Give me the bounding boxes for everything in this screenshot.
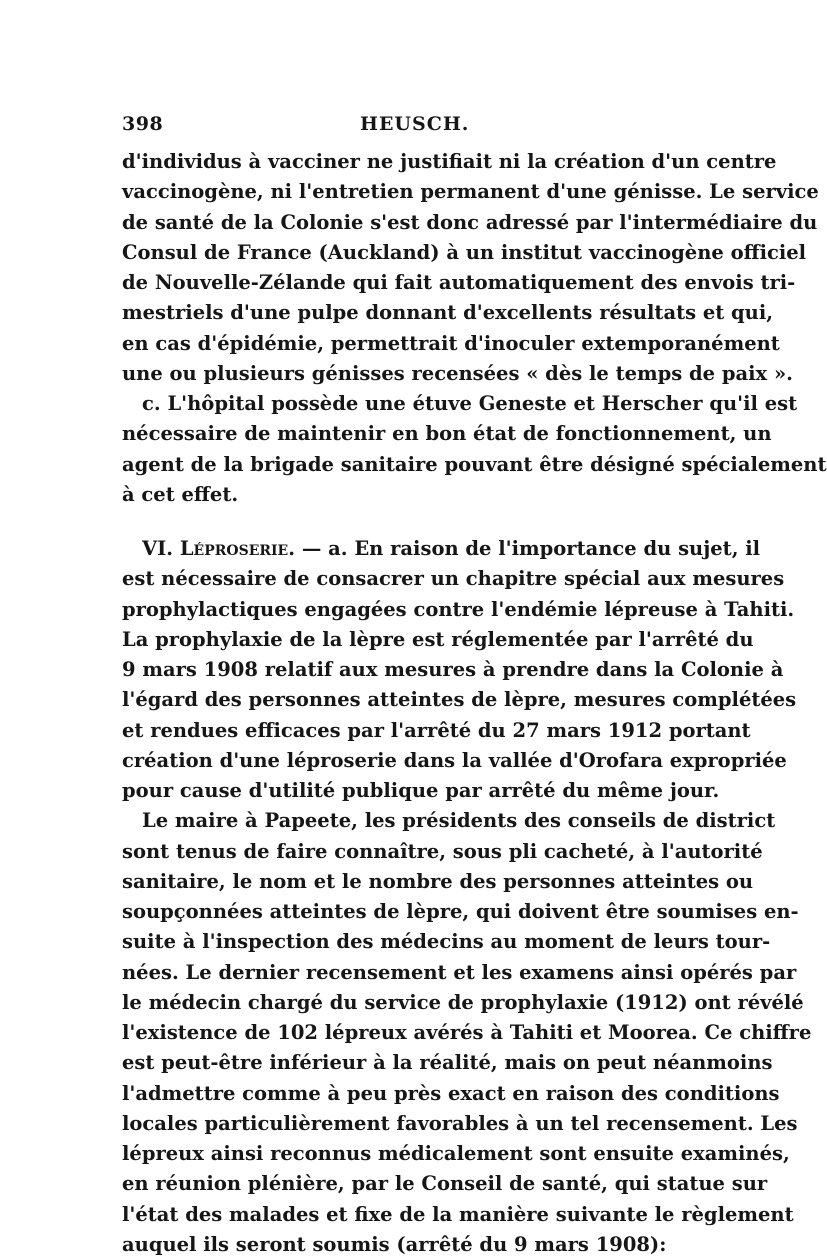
text-line: soupçonnées atteintes de lèpre, qui doivent être soumises en- xyxy=(122,900,799,923)
text-line: l'égard des personnes atteintes de lèpre, mesures complétées xyxy=(122,688,797,712)
text-line: est peut-être inférieur à la réalité, mais on peut néanmoins xyxy=(122,1051,773,1075)
text-line: création d'une léproserie dans la vallée d'Orofara expropriée xyxy=(122,748,787,772)
text-line: l'état des malades et fixe de la manière suivante le règlement xyxy=(122,1202,794,1226)
text-line: La prophylaxie de la lèpre est réglementée par l'arrêté du xyxy=(122,627,754,651)
text-line: pour cause d'utilité publique par arrêté du même jour. xyxy=(122,779,720,802)
section-number: VI. xyxy=(142,537,174,560)
running-title: HEUSCH. xyxy=(360,113,470,135)
text-line: lépreux ainsi reconnus médicalement sont ensuite examinés, xyxy=(122,1142,790,1165)
text-line: d'individus à vacciner ne justifiait ni la création d'un centre xyxy=(122,150,777,173)
text-line: Le maire à Papeete, les présidents des conseils de district xyxy=(142,809,776,833)
text-line: auquel ils seront soumis (arrêté du 9 mars 1908): xyxy=(122,1232,667,1256)
text-line: le médecin chargé du service de prophylaxie (1912) ont révélé xyxy=(122,990,804,1014)
paragraph-hospital-steriliser xyxy=(122,389,827,510)
paragraph-census xyxy=(122,806,812,1260)
body-text xyxy=(122,147,827,1260)
text-line: vaccinogène, ni l'entretien permanent d'une génisse. Le service xyxy=(122,180,819,204)
section-spacer xyxy=(122,510,682,534)
text-line: prophylactiques engagées contre l'endémie lépreuse à Tahiti. xyxy=(122,597,795,621)
text-line: de santé de la Colonie s'est donc adressé par l'intermédiaire du xyxy=(122,210,818,234)
text-line: est nécessaire de consacrer un chapitre spécial aux mesures xyxy=(122,567,785,591)
section-leproserie xyxy=(122,534,797,806)
section-title: Léproserie. xyxy=(179,537,296,560)
text-line: sont tenus de faire connaître, sous pli cacheté, à l'autorité xyxy=(122,839,763,863)
text-line: de Nouvelle-Zélande qui fait automatiquement des envois tri- xyxy=(122,271,796,294)
text-line: nées. Le dernier recensement et les examens ainsi opérés par xyxy=(122,960,797,984)
text-line: à cet effet. xyxy=(122,482,239,506)
text-line: sanitaire, le nom et le nombre des personnes atteintes ou xyxy=(122,869,754,893)
page-number: 398 xyxy=(122,113,164,135)
section-heading-line xyxy=(122,534,761,564)
text-line: suite à l'inspection des médecins au moment de leurs tour- xyxy=(122,930,771,954)
text-line: en réunion plénière, par le Conseil de santé, qui statue sur xyxy=(122,1172,768,1196)
text-line: en cas d'épidémie, permettrait d'inoculer extemporanément xyxy=(122,331,780,355)
text-line: l'existence de 102 lépreux avérés à Tahiti et Moorea. Ce chiffre xyxy=(122,1021,812,1044)
text-line: — a. En raison de l'importance du sujet, il xyxy=(301,537,761,560)
text-line: c. L'hôpital possède une étuve Geneste et Herscher qu'il est xyxy=(142,392,798,415)
paragraph-vaccine-supply xyxy=(122,147,819,389)
text-line: locales particulièrement favorables à un tel recensement. Les xyxy=(122,1111,798,1135)
text-line: agent de la brigade sanitaire pouvant être désigné spécialement xyxy=(122,452,827,476)
page-header xyxy=(122,113,682,143)
text-line: une ou plusieurs génisses recensées « dès le temps de paix ». xyxy=(122,361,793,385)
text-line: et rendues efficaces par l'arrêté du 27 mars 1912 portant xyxy=(122,718,751,742)
text-line: mestriels d'une pulpe donnant d'excellents résultats et qui, xyxy=(122,301,774,325)
text-line: 9 mars 1908 relatif aux mesures à prendre dans la Colonie à xyxy=(122,658,784,681)
text-line: l'admettre comme à peu près exact en raison des conditions xyxy=(122,1081,780,1105)
text-line: nécessaire de maintenir en bon état de fonctionnement, un xyxy=(122,422,772,446)
text-line: Consul de France (Auckland) à un institut vaccinogène officiel xyxy=(122,240,807,264)
